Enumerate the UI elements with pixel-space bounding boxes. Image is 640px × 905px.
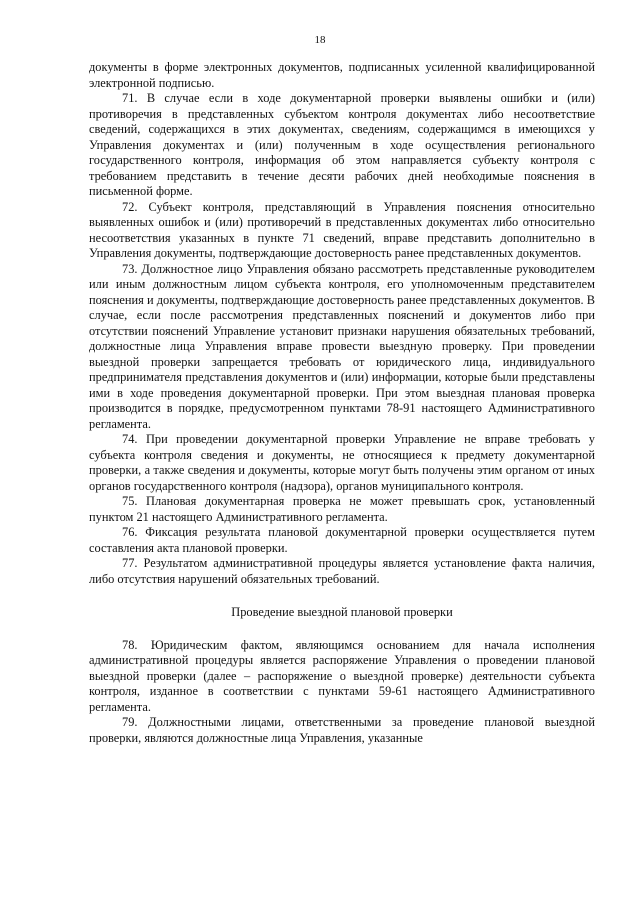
paragraph-79: 79. Должностными лицами, ответственными за проведение плановой выездной проверки, являются должностные лица Управления, указанные	[89, 715, 595, 745]
section-heading: Проведение выездной плановой проверки	[231, 605, 453, 619]
paragraph-78: 78. Юридическим фактом, являющимся основанием для начала исполнения административной процедуры является распоряжение Управления о проведении плановой выездной проверки (далее – распоряжение о выездной проверке) деятельности субъекта контроля, изданное в соответствии с пунктами 59-61 настоящего Административного регламента.	[89, 637, 595, 714]
paragraph-75: 75. Плановая документарная проверка не может превышать срок, установленный пунктом 21 настоящего Административного регламента.	[89, 494, 595, 524]
page-number: 18	[314, 34, 326, 46]
paragraph-continuation: документы в форме электронных документов, подписанных усиленной квалифицированной электронной подписью.	[89, 60, 595, 90]
document-body	[89, 60, 595, 746]
paragraph-74: 74. При проведении документарной проверки Управление не вправе требовать у субъекта контроля сведения и документы, не относящиеся к предмету документарной проверки, а также сведения и документы, которые могут быть получены этим органом от иных органов государственного контроля (надзора), органов муниципального контроля.	[89, 432, 595, 493]
paragraph-73: 73. Должностное лицо Управления обязано рассмотреть представленные руководителем или иным должностным лицом субъекта контроля, его уполномоченным представителем пояснения и документы, подтверждающие достоверность ранее представленных документов. В случае, если после рассмотрения представленных пояснений и документов либо при отсутствии пояснений Управление установит признаки нарушения обязательных требований, должностные лица Управления вправе провести выездную проверку. При проведении выездной проверки запрещается требовать от юридического лица, индивидуального предпринимателя представления документов и (или) информации, которые были представлены ими в ходе проведения документарной проверки. При этом выездная плановая проверка производится в порядке, предусмотренном пунктами 78-91 настоящего Административного регламента.	[89, 261, 595, 431]
paragraph-76: 76. Фиксация результата плановой документарной проверки осуществляется путем составления акта плановой проверки.	[89, 525, 595, 555]
paragraph-71: 71. В случае если в ходе документарной проверки выявлены ошибки и (или) противоречия в представленных субъектом контроля документах либо несоответствие сведений, содержащихся в этих документах, сведениям, содержащимся в имеющихся у Управления документах и (или) полученным в ходе осуществления регионального государственного контроля, информация об этом направляется субъекту контроля с требованием представить в течение десяти рабочих дней необходимые пояснения в письменной форме.	[89, 91, 595, 198]
paragraph-72: 72. Субъект контроля, представляющий в Управления пояснения относительно выявленных ошибок и (или) противоречий в представленных документах либо относительно несоответствия указанных в пункте 71 сведений, вправе представить дополнительно в Управления документы, подтверждающие достоверность ранее представленных документов.	[89, 199, 595, 260]
paragraph-77: 77. Результатом административной процедуры является установление факта наличия, либо отсутствия нарушений обязательных требований.	[89, 556, 595, 586]
